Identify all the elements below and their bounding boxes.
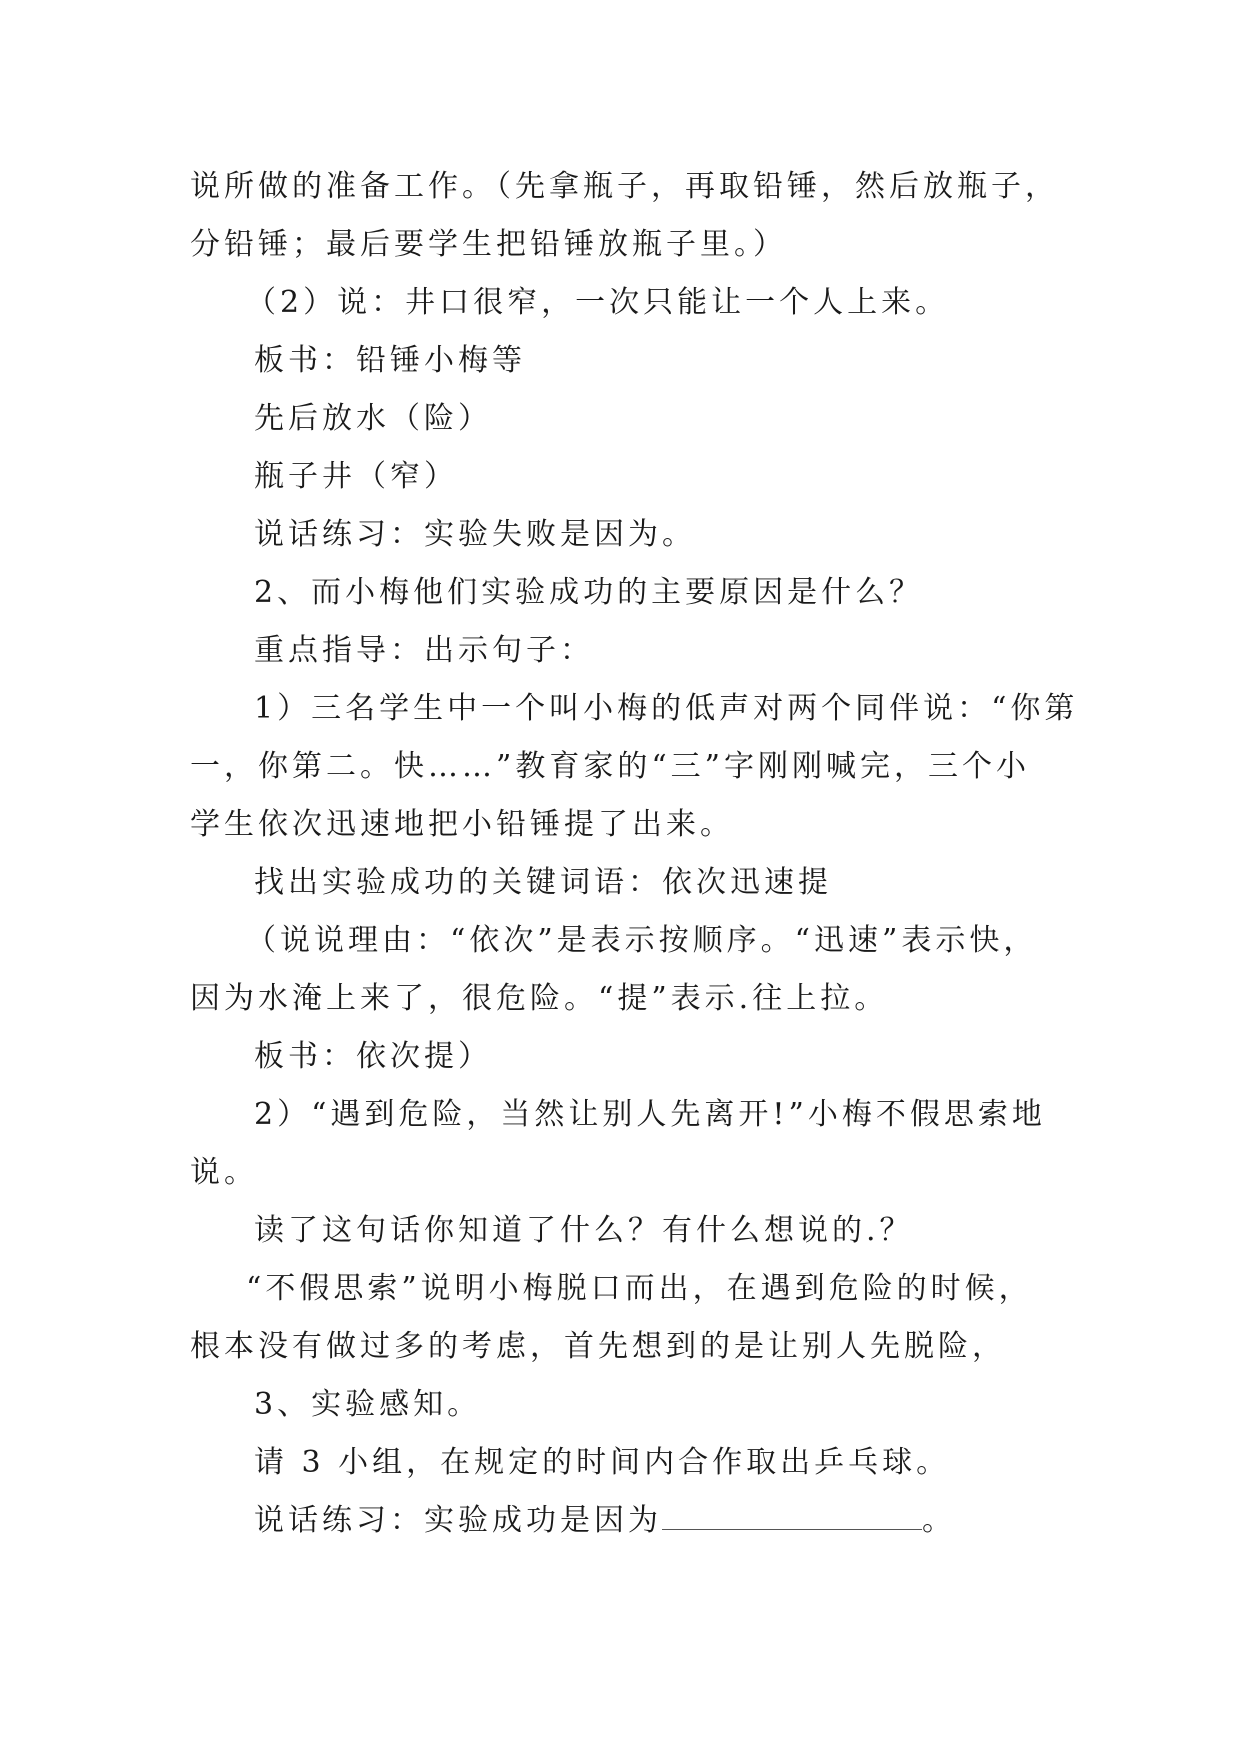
paragraph-line: 板书：依次提）	[254, 1039, 492, 1074]
paragraph-line: 读了这句话你知道了什么？有什么想说的.？	[254, 1213, 914, 1248]
paragraph-line: 说所做的准备工作。（先拿瓶子，再取铅锤，然后放瓶子，	[190, 169, 1059, 204]
paragraph-line: 先后放水（险）	[254, 401, 492, 436]
fill-in-prefix: 说话练习：实验成功是因为	[254, 1503, 662, 1538]
paragraph-line: “不假思索”说明小梅脱口而出，在遇到危险的时候，	[246, 1271, 1033, 1306]
fill-in-line	[190, 1492, 1060, 1550]
answer-blank	[662, 1503, 922, 1530]
paragraph-line: 2、而小梅他们实验成功的主要原因是什么？	[254, 575, 924, 610]
paragraph-line: 请 3 小组，在规定的时间内合作取出乒乓球。	[254, 1445, 951, 1480]
paragraph-line: 根本没有做过多的考虑，首先想到的是让别人先脱险，	[190, 1329, 1006, 1364]
paragraph-line: 一，你第二。快……”教育家的“三”字刚刚喊完，三个小	[190, 749, 1031, 784]
paragraph-line: 重点指导：出示句子：	[254, 633, 594, 668]
paragraph-line: 说。	[190, 1155, 258, 1190]
paragraph-line: 学生依次迅速地把小铅锤提了出来。	[190, 807, 734, 842]
document-page	[190, 158, 1079, 1550]
paragraph-line: 说话练习：实验失败是因为。	[254, 517, 696, 552]
paragraph-line: 因为水淹上来了，很危险。“提”表示.往上拉。	[190, 981, 889, 1016]
paragraph-line: 2）“遇到危险，当然让别人先离开!”小梅不假思索地	[254, 1097, 1046, 1132]
paragraph-line: （说说理由：“依次”是表示按顺序。“迅速”表示快，	[246, 923, 1038, 958]
paragraph-line: 3、实验感知。	[254, 1387, 482, 1422]
paragraph-line: 分铅锤；最后要学生把铅锤放瓶子里。）	[190, 227, 787, 262]
paragraph-line: 找出实验成功的关键词语：依次迅速提	[254, 865, 832, 900]
paragraph-line: （2）说：井口很窄，一次只能让一个人上来。	[246, 285, 950, 320]
paragraph-line: 板书：铅锤小梅等	[254, 343, 526, 378]
paragraph-line: 瓶子井（窄）	[254, 459, 458, 494]
paragraph-line: 1）三名学生中一个叫小梅的低声对两个同伴说：“你第	[254, 691, 1079, 726]
fill-in-suffix: 。	[922, 1503, 956, 1538]
